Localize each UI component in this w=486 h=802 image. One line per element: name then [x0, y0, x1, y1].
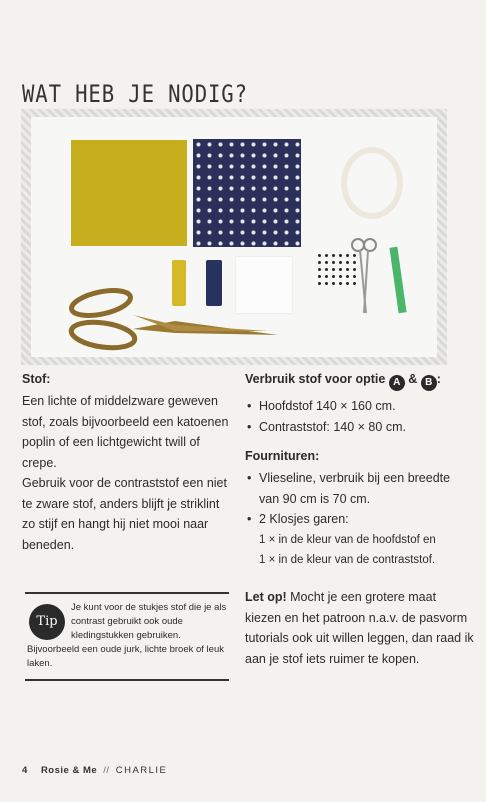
tip-icon: Tip — [29, 604, 65, 640]
note-label: Let op! — [245, 590, 287, 604]
page-number: 4 — [22, 765, 28, 776]
page-title: WAT HEB JE NODIG? — [22, 80, 248, 109]
heading-colon: : — [436, 372, 441, 386]
yellow-fabric-swatch — [71, 140, 187, 246]
option-a-badge: A — [389, 375, 405, 391]
large-scissors-icon — [63, 285, 283, 357]
fabric-section — [22, 372, 234, 555]
ampersand: & — [408, 372, 418, 386]
contrast-fabric-advice: Gebruik voor de contraststof een niet te zware stof, anders blijft je striklint zo stijf en hangt hij niet mooi naar beneden. — [22, 476, 227, 552]
tip-box — [25, 592, 229, 681]
footer-separator: // — [103, 765, 110, 776]
materials-photo — [31, 117, 437, 357]
list-item: • 2 Klosjes garen: — [245, 509, 470, 530]
thread-line: 1 × in de kleur van de hoofdstof en — [259, 533, 436, 546]
notions-heading: Fournituren: — [245, 449, 320, 463]
option-b-badge: B — [421, 375, 437, 391]
notions-list — [245, 468, 470, 530]
polka-dot-fabric-swatch — [193, 139, 301, 247]
thread-line: 1 × in de kleur van de contraststof. — [259, 554, 436, 566]
footer-brand: Rosie & Me — [40, 765, 98, 776]
list-item: • Contraststof: 140 × 80 cm. — [245, 417, 470, 438]
usage-heading — [245, 372, 470, 391]
note-paragraph — [245, 587, 475, 669]
small-scissors-icon — [349, 235, 379, 315]
usage-list — [245, 396, 470, 437]
page-footer — [22, 765, 167, 776]
fabric-heading: Stof: — [22, 372, 51, 386]
materials-photo-frame — [21, 109, 447, 365]
list-item: • Hoofdstof 140 × 160 cm. — [245, 396, 470, 417]
measuring-tape-icon — [341, 147, 403, 219]
marking-pen-icon — [389, 247, 406, 313]
usage-section — [245, 372, 470, 571]
list-item: • Vlieseline, verbruik bij een breedte van 90 cm is 70 cm. — [245, 468, 470, 509]
footer-series: CHARLIE — [115, 765, 168, 776]
usage-heading-text: Verbruik stof voor optie — [245, 372, 386, 386]
fabric-description: Een lichte of middelzware geweven stof, zoals bijvoorbeeld een katoenen poplin of een lichtgewicht twill of crepe. — [22, 394, 229, 470]
note-text: Mocht je een grotere maat kiezen en het patroon n.a.v. de pasvorm tutorials ook uit willen leggen, dan raad ik aan je stof iets ruimer te kopen. — [245, 590, 474, 666]
tip-text: Je kunt voor de stukjes stof die je als contrast gebruikt ook oude kledingstukken gebruiken. Bijvoorbeeld een oude jurk, lichte broek of leuk laken. — [27, 602, 227, 669]
